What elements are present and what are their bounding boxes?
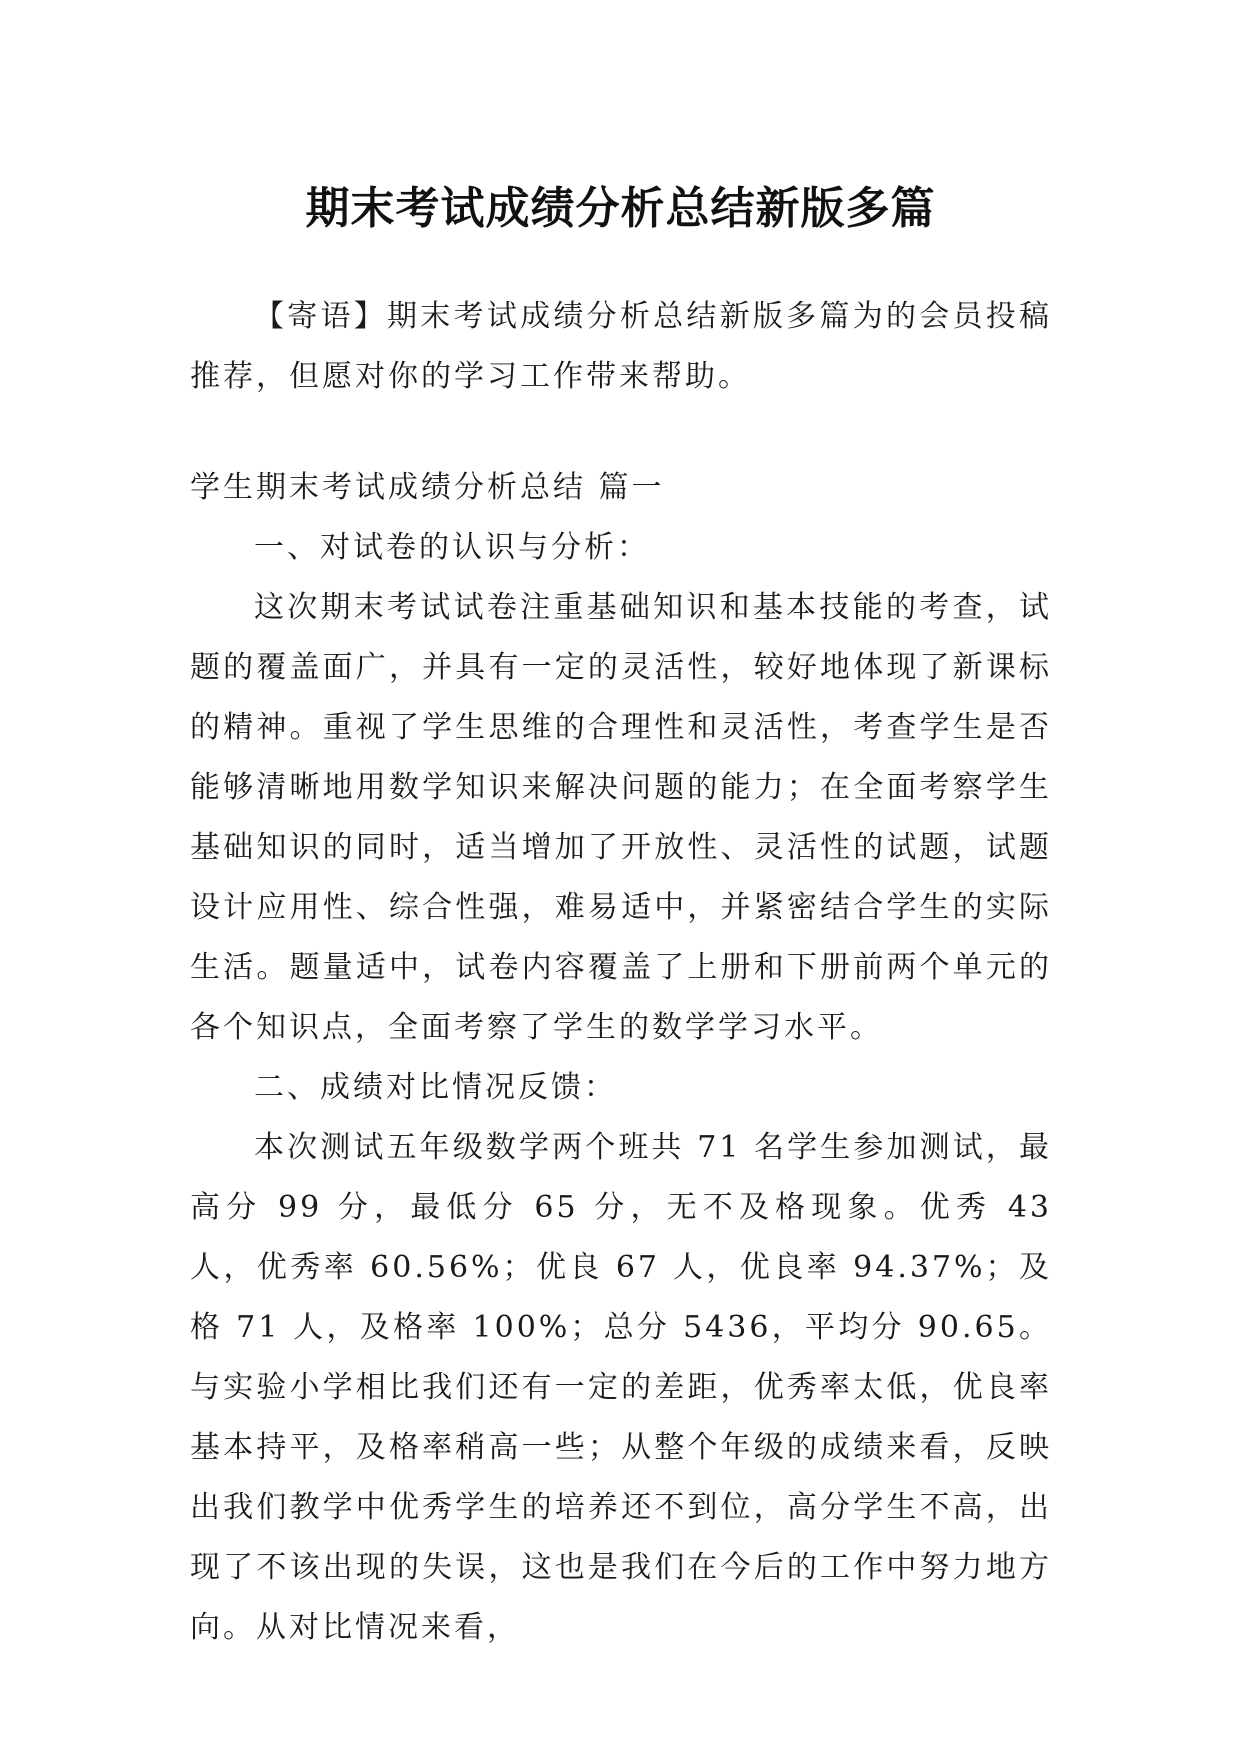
article-body bbox=[190, 458, 1052, 1658]
subheading-score-comparison: 二、成绩对比情况反馈： bbox=[254, 1070, 617, 1105]
section-heading: 学生期末考试成绩分析总结 篇一 bbox=[190, 470, 665, 505]
preface-block bbox=[190, 287, 1052, 407]
paragraph-paper-analysis: 这次期末考试试卷注重基础知识和基本技能的考查，试题的覆盖面广，并具有一定的灵活性，较好地体现了新课标的精神。重视了学生思维的合理性和灵活性，考查学生是否能够清晰地用数学知识来解决问题的能力；在全面考察学生基础知识的同时，适当增加了开放性、灵活性的试题，试题设计应用性、综合性强，难易适中，并紧密结合学生的实际生活。题量适中，试卷内容覆盖了上册和下册前两个单元的各个知识点，全面考察了学生的数学学习水平。 bbox=[190, 590, 1052, 1045]
paragraph-score-comparison: 本次测试五年级数学两个班共 71 名学生参加测试，最高分 99 分，最低分 65 分，无不及格现象。优秀 43 人，优秀率 60.56%；优良 67 人，优良率 94.37%；及格 71 人，及格率 100%；总分 5436，平均分 90.65。与实验小学相比我们还有一定的差距，优秀率太低，优良率基本持平，及格率稍高一些；从整个年级的成绩来看，反映出我们教学中优秀学生的培养还不到位，高分学生不高，出现了不该出现的失误，这也是我们在今后的工作中努力地方向。从对比情况来看， bbox=[190, 1130, 1052, 1645]
preface-paragraph: 【寄语】期末考试成绩分析总结新版多篇为的会员投稿推荐，但愿对你的学习工作带来帮助。 bbox=[190, 299, 1052, 394]
subheading-paper-analysis: 一、对试卷的认识与分析： bbox=[254, 530, 650, 565]
document-title: 期末考试成绩分析总结新版多篇 bbox=[305, 183, 936, 235]
